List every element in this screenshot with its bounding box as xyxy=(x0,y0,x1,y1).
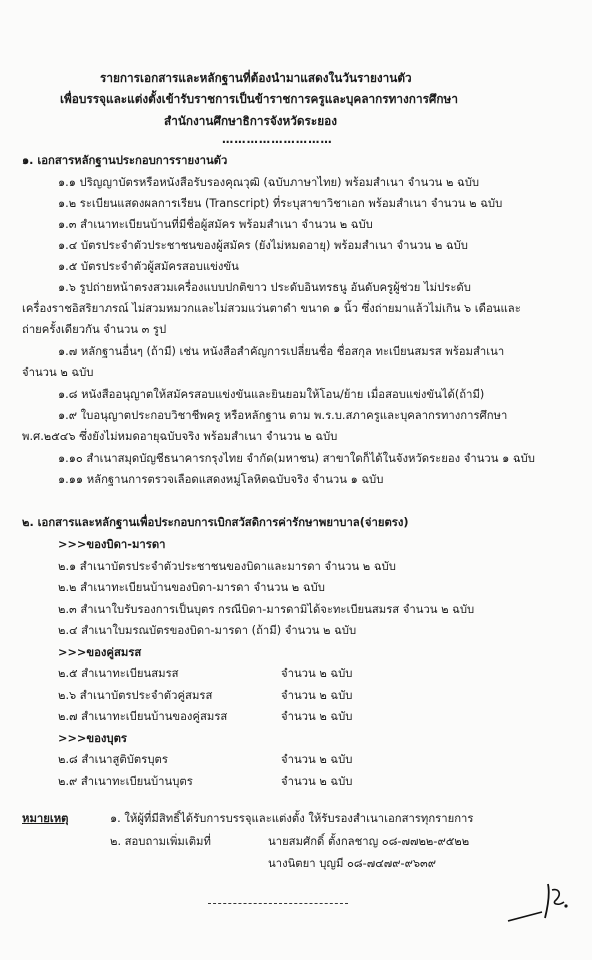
item-2-6-qty: จำนวน ๒ ฉบับ xyxy=(281,689,353,702)
item-1-9-cont: พ.ศ.๒๕๔๖ ซึ่งยังไม่หมดอายุฉบับจริง พร้อมสำเนา จำนวน ๒ ฉบับ xyxy=(22,430,338,443)
item-2-5-label: ๒.๕ สำเนาทะเบียนสมรส xyxy=(58,667,179,680)
item-2-4: ๒.๔ สำเนาใบมรณบัตรของบิดา-มารดา (ถ้ามี) จำนวน ๒ ฉบับ xyxy=(58,624,357,637)
title-line-3: สำนักงานศึกษาธิการจังหวัดระยอง xyxy=(164,114,337,128)
item-2-8-qty: จำนวน ๒ ฉบับ xyxy=(281,753,353,766)
item-1-7: ๑.๗ หลักฐานอื่นๆ (ถ้ามี) เช่น หนังสือสำคัญการเปลี่ยนชื่อ ชื่อสกุล ทะเบียนสมรส พร้อมสำเนา xyxy=(58,345,505,358)
item-2-5-qty: จำนวน ๒ ฉบับ xyxy=(281,667,353,680)
item-1-6: ๑.๖ รูปถ่ายหน้าตรงสวมเครื่องแบบปกติขาว ประดับอินทรธนู อันดับครูผู้ช่วย ไม่ประดับ xyxy=(58,281,471,294)
item-2-9-label: ๒.๙ สำเนาทะเบียนบ้านบุตร xyxy=(58,775,193,788)
item-2-8-label: ๒.๘ สำเนาสูติบัตรบุตร xyxy=(58,753,168,766)
children-heading: >>>ของบุตร xyxy=(58,732,127,745)
item-1-3: ๑.๓ สำเนาทะเบียนบ้านที่มีชื่อผู้สมัคร พร้อมสำเนา จำนวน ๒ ฉบับ xyxy=(58,218,373,231)
item-1-6-cont-1: เครื่องราชอิสริยาภรณ์ ไม่สวมหมวกและไม่สวมแว่นตาดำ ขนาด ๑ นิ้ว ซึ่งถ่ายมาแล้วไม่เกิน ๖ เดือนและ xyxy=(22,302,521,315)
item-2-3: ๒.๓ สำเนาใบรับรองการเป็นบุตร กรณีบิดา-มารดามิได้จะทะเบียนสมรส จำนวน ๒ ฉบับ xyxy=(58,603,475,616)
item-1-9: ๑.๙ ใบอนุญาตประกอบวิชาชีพครู หรือหลักฐาน ตาม พ.ร.บ.สภาครูและบุคลากรทางการศึกษา xyxy=(58,409,508,422)
title-line-2: เพื่อบรรจุและแต่งตั้งเข้ารับราชการเป็นข้าราชการครูและบุคลากรทางการศึกษา xyxy=(60,92,458,106)
item-2-2: ๒.๒ สำเนาทะเบียนบ้านของบิดา-มารดา จำนวน ๒ ฉบับ xyxy=(58,581,325,594)
note-contact-1: นายสมศักดิ์ ตั้งกลชาญ ๐๘-๗๗๒๒-๙๕๒๒ xyxy=(268,835,470,848)
item-2-1: ๒.๑ สำเนาบัตรประจำตัวประชาชนของบิดาและมารดา จำนวน ๒ ฉบับ xyxy=(58,560,396,573)
title-line-1: รายการเอกสารและหลักฐานที่ต้องนำมาแสดงในวันรายงานตัว xyxy=(100,71,412,85)
item-1-2: ๑.๒ ระเบียนแสดงผลการเรียน (Transcript) ที่ระบุสาขาวิชาเอก พร้อมสำเนา จำนวน ๒ ฉบับ xyxy=(58,197,503,210)
note-line-1: ๑. ให้ผู้ที่มีสิทธิ์ได้รับการบรรจุและแต่งตั้ง ให้รับรองสำเนาเอกสารทุกรายการ xyxy=(110,812,474,825)
section-1-heading: ๑. เอกสารหลักฐานประกอบการรายงานตัว xyxy=(22,154,228,167)
item-1-11: ๑.๑๑ หลักฐานการตรวจเลือดแสดงหมู่โลหิตฉบับจริง จำนวน ๑ ฉบับ xyxy=(58,473,384,486)
note-contact-2: นางนิตยา บุญมี ๐๘-๗๔๗๙-๙๖๓๙ xyxy=(268,857,437,870)
section-2-heading: ๒. เอกสารและหลักฐานเพื่อประกอบการเบิกสวัสดิการค่ารักษาพยาบาล(จ่ายตรง) xyxy=(22,516,409,529)
item-2-7-label: ๒.๗ สำเนาทะเบียนบ้านของคู่สมรส xyxy=(58,710,228,723)
item-1-6-cont-2: ถ่ายครั้งเดียวกัน จำนวน ๓ รูป xyxy=(22,323,167,336)
item-2-6-label: ๒.๖ สำเนาบัตรประจำตัวคู่สมรส xyxy=(58,689,213,702)
item-1-1: ๑.๑ ปริญญาบัตรหรือหนังสือรับรองคุณวุฒิ (ฉบับภาษาไทย) พร้อมสำเนา จำนวน ๒ ฉบับ xyxy=(58,176,480,189)
item-1-4: ๑.๔ บัตรประจำตัวประชาชนของผู้สมัคร (ยังไม่หมดอายุ) พร้อมสำเนา จำนวน ๒ ฉบับ xyxy=(58,239,468,252)
note-label: หมายเหตุ xyxy=(22,812,69,825)
item-1-10: ๑.๑๐ สำเนาสมุดบัญชีธนาคารกรุงไทย จำกัด(มหาชน) สาขาใดก็ได้ในจังหวัดระยอง จำนวน ๑ ฉบับ xyxy=(58,452,535,465)
footer-divider xyxy=(208,903,348,904)
spouse-heading: >>>ของคู่สมรส xyxy=(58,646,142,659)
item-1-5: ๑.๕ บัตรประจำตัวผู้สมัครสอบแข่งขัน xyxy=(58,260,239,273)
handwritten-initials xyxy=(504,876,584,936)
item-2-9-qty: จำนวน ๒ ฉบับ xyxy=(281,775,353,788)
item-1-7-cont: จำนวน ๒ ฉบับ xyxy=(22,366,94,379)
header-divider: ……………………… xyxy=(222,133,333,146)
item-1-8: ๑.๘ หนังสืออนุญาตให้สมัครสอบแข่งขันและยินยอมให้โอน/ย้าย เมื่อสอบแข่งขันได้(ถ้ามี) xyxy=(58,388,485,401)
note-line-2-label: ๒. สอบถามเพิ่มเติมที่ xyxy=(110,835,211,848)
item-2-7-qty: จำนวน ๒ ฉบับ xyxy=(281,710,353,723)
parents-heading: >>>ของบิดา-มารดา xyxy=(58,538,166,551)
